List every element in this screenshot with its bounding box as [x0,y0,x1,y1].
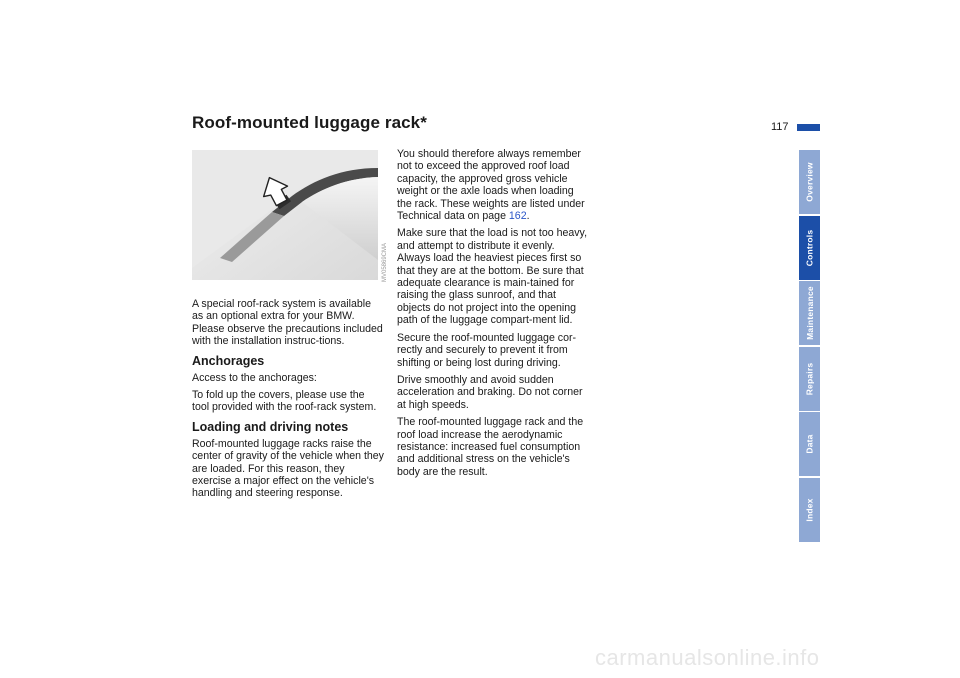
tab-overview-label: Overview [804,162,815,202]
anchorages-heading: Anchorages [192,353,265,368]
tab-repairs[interactable] [799,347,820,411]
page-title: Roof-mounted luggage rack* [192,113,427,132]
load-capacity-end: . [526,210,530,223]
section-tabs [799,150,820,544]
drive-paragraph: Drive smoothly and avoid sudden acceleration and braking. Do not corner at high speeds. [397,373,583,411]
tab-maintenance-label: Maintenance [804,286,815,341]
roof-rack-illustration [192,150,378,280]
loading-paragraph: Roof-mounted luggage racks raise the center of gravity of the vehicle when they are loaded. For this reason, they exercise a major effect on the vehicle's handling and steering response. [192,437,384,500]
anchorages-paragraph-2: To fold up the covers, please use the tool provided with the roof-rack system. [192,389,377,414]
tab-index-label: Index [804,498,815,522]
intro-paragraph: A special roof-rack system is available as an optional extra for your BMW. Please observe the precautions included with the installation instruc-tions. [192,298,383,348]
page-number: 117 [771,121,789,133]
load-capacity-paragraph [397,148,587,222]
tab-maintenance[interactable] [799,281,820,345]
distribution-paragraph: Make sure that the load is not too heavy, and attempt to distribute it evenly. Always load the heaviest pieces first so that they are at the bottom. Be sure that adequate clearance is main-tained for raising the glass sunroof, and that objects do not project into the opening path of the luggage compart-ment lid. [397,227,588,327]
tab-index[interactable] [799,478,820,542]
loading-heading: Loading and driving notes [192,419,349,434]
resistance-paragraph: The roof-mounted luggage rack and the roof load increase the aerodynamic resistance: increased fuel consumption and additional stress on the vehicle's body are the result. [397,416,584,478]
right-column [397,148,587,483]
tab-controls-label: Controls [804,229,815,266]
tab-repairs-label: Repairs [804,362,815,396]
tab-overview[interactable] [799,150,820,214]
watermark: carmanualsonline.info [595,645,820,670]
secure-paragraph: Secure the roof-mounted luggage cor-rectly and securely to prevent it from shifting or being lost during driving. [397,331,577,369]
tab-controls[interactable] [799,216,820,280]
figure-code [380,232,388,282]
load-capacity-text: You should therefore always remember not to exceed the approved roof load capacity, the approved gross vehicle weight or the axle loads when loading the rack. These weights are listed under Technical data on page [397,148,585,223]
page-link-162[interactable]: 162 [508,210,527,223]
page-marker [797,124,820,131]
anchorages-paragraph-1: Access to the anchorages: [192,371,317,384]
svg-text:MV05869CMA: MV05869CMA [382,242,388,282]
tab-data[interactable] [799,412,820,476]
tab-data-label: Data [804,434,815,454]
left-column [192,298,384,505]
